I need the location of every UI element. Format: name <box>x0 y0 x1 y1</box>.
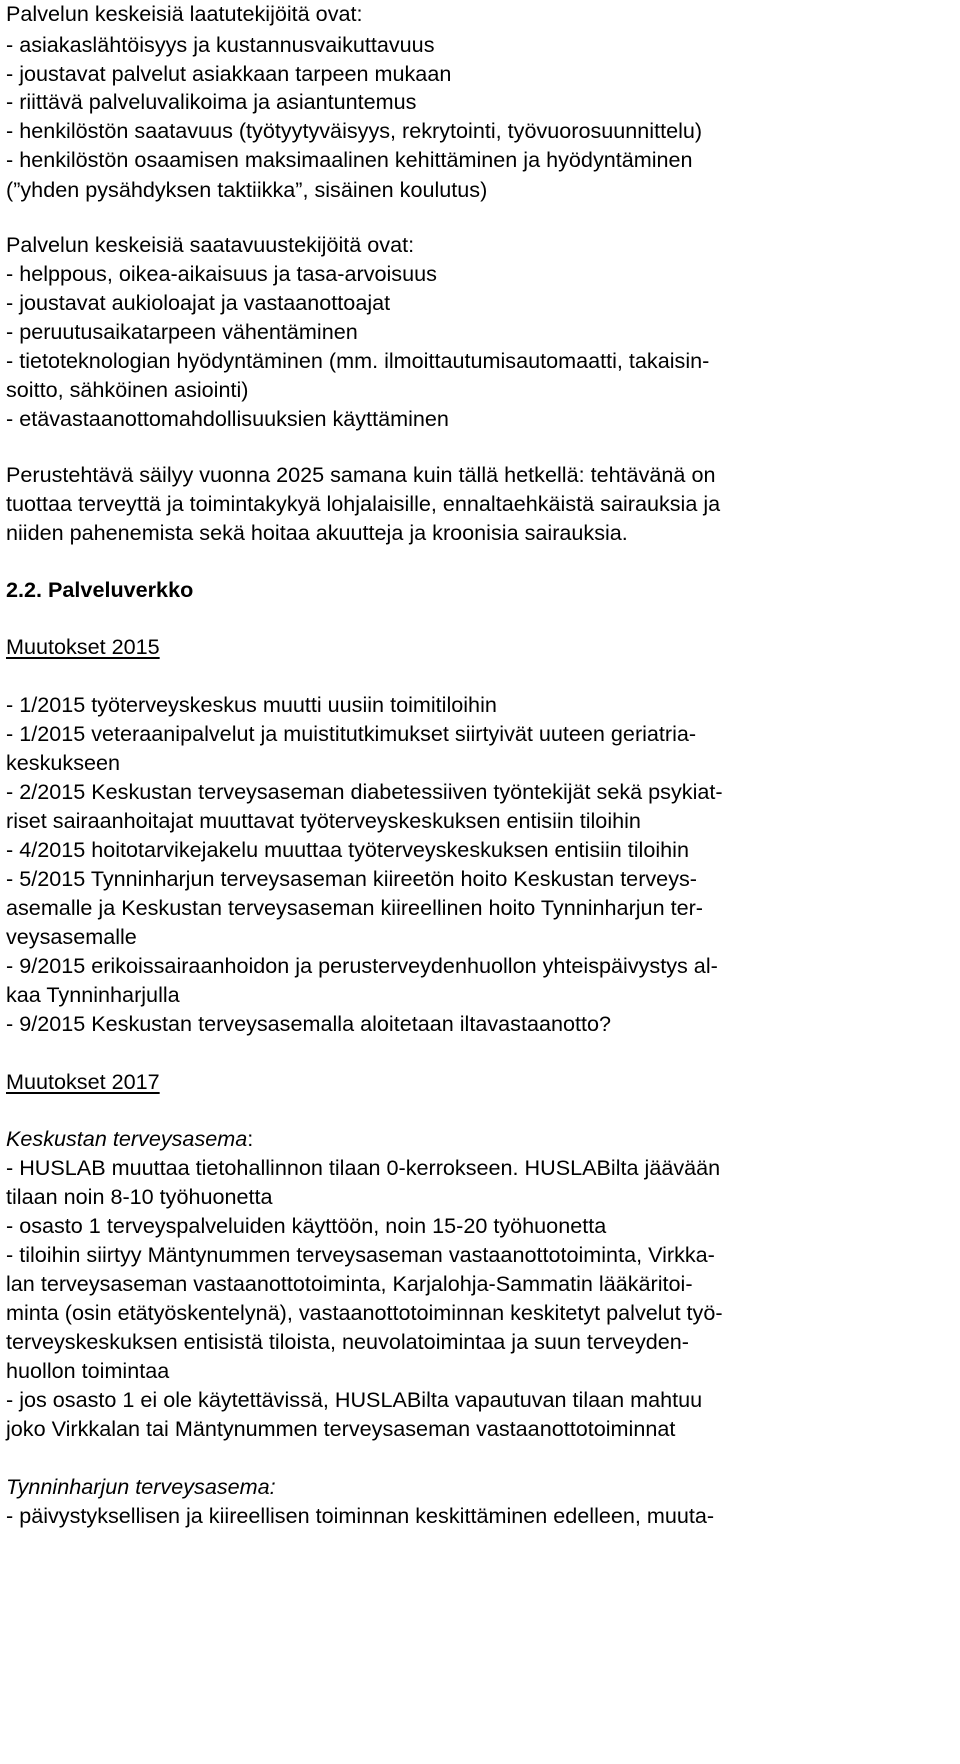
list-item: - peruutusaikatarpeen vähentäminen <box>6 319 358 344</box>
list-item-continuation: asemalle ja Keskustan terveysaseman kiireellinen hoito Tynninharjun ter- <box>6 895 703 920</box>
availability-factors-heading: Palvelun keskeisiä saatavuustekijöitä ovat: <box>6 232 415 257</box>
list-item: - jos osasto 1 ei ole käytettävissä, HUSLABilta vapautuvan tilaan mahtuu <box>6 1387 703 1412</box>
list-item: - osasto 1 terveyspalveluiden käyttöön, noin 15-20 työhuonetta <box>6 1213 607 1238</box>
list-item-continuation: joko Virkkalan tai Mäntynummen terveysaseman vastaanottotoiminnat <box>6 1416 676 1441</box>
section-heading: 2.2. Palveluverkko <box>6 577 194 602</box>
list-item-continuation: (”yhden pysähdyksen taktiikka”, sisäinen koulutus) <box>6 177 488 202</box>
list-item: - HUSLAB muuttaa tietohallinnon tilaan 0-kerrokseen. HUSLABilta jäävään <box>6 1155 721 1180</box>
paragraph-line: niiden pahenemista sekä hoitaa akuutteja ja kroonisia sairauksia. <box>6 520 628 545</box>
tynninharju-subheading: Tynninharjun terveysasema: <box>6 1474 276 1499</box>
list-item: - etävastaanottomahdollisuuksien käyttäminen <box>6 406 449 431</box>
list-item: - henkilöstön osaamisen maksimaalinen kehittäminen ja hyödyntäminen <box>6 147 693 172</box>
list-item-continuation: soitto, sähköinen asiointi) <box>6 377 249 402</box>
list-item-continuation: tilaan noin 8-10 työhuonetta <box>6 1184 273 1209</box>
list-item-continuation: huollon toimintaa <box>6 1358 170 1383</box>
paragraph-line: tuottaa terveyttä ja toimintakykyä lohjalaisille, ennaltaehkäistä sairauksia ja <box>6 491 721 516</box>
list-item: - 4/2015 hoitotarvikejakelu muuttaa työterveyskeskuksen entisiin tiloihin <box>6 837 689 862</box>
keskusta-subheading <box>6 1126 253 1152</box>
list-item: - joustavat aukioloajat ja vastaanottoajat <box>6 290 391 315</box>
list-item-continuation: lan terveysaseman vastaanottotoiminta, Karjalohja-Sammatin lääkäritoi- <box>6 1271 693 1296</box>
list-item: - riittävä palveluvalikoima ja asiantuntemus <box>6 89 417 114</box>
list-item: - 9/2015 erikoissairaanhoidon ja perusterveydenhuollon yhteispäivystys al- <box>6 953 718 978</box>
list-item: - 9/2015 Keskustan terveysasemalla aloitetaan iltavastaanotto? <box>6 1011 611 1036</box>
list-item-continuation: riset sairaanhoitajat muuttavat työterveyskeskuksen entisiin tiloihin <box>6 808 641 833</box>
keskusta-subheading-label: Keskustan terveysasema <box>6 1126 248 1151</box>
list-item-continuation: kaa Tynninharjulla <box>6 982 180 1007</box>
list-item: - asiakaslähtöisyys ja kustannusvaikuttavuus <box>6 32 435 57</box>
list-item: - 1/2015 veteraanipalvelut ja muistitutkimukset siirtyivät uuteen geriatria- <box>6 721 697 746</box>
list-item: - 2/2015 Keskustan terveysaseman diabetessiiven työntekijät sekä psykiat- <box>6 779 723 804</box>
list-item: - tietoteknologian hyödyntäminen (mm. ilmoittautumisautomaatti, takaisin- <box>6 348 710 373</box>
list-item: - joustavat palvelut asiakkaan tarpeen mukaan <box>6 61 452 86</box>
list-item-continuation: veysasemalle <box>6 924 137 949</box>
list-item: - 5/2015 Tynninharjun terveysaseman kiireetön hoito Keskustan terveys- <box>6 866 697 891</box>
quality-factors-heading: Palvelun keskeisiä laatutekijöitä ovat: <box>6 1 363 26</box>
list-item-continuation: keskukseen <box>6 750 121 775</box>
paragraph-line: Perustehtävä säilyy vuonna 2025 samana kuin tällä hetkellä: tehtävänä on <box>6 462 716 487</box>
list-item: - 1/2015 työterveyskeskus muutti uusiin toimitiloihin <box>6 692 497 717</box>
list-item: - henkilöstön saatavuus (työtyytyväisyys, rekrytointi, työvuorosuunnittelu) <box>6 118 703 143</box>
changes-2017-heading: Muutokset 2017 <box>6 1069 160 1094</box>
list-item: - tiloihin siirtyy Mäntynummen terveysaseman vastaanottotoiminta, Virkka- <box>6 1242 715 1267</box>
list-item: - päivystyksellisen ja kiireellisen toiminnan keskittäminen edelleen, muuta- <box>6 1503 715 1528</box>
list-item: - helppous, oikea-aikaisuus ja tasa-arvoisuus <box>6 261 437 286</box>
list-item-continuation: terveyskeskuksen entisistä tiloista, neuvolatoimintaa ja suun terveyden- <box>6 1329 689 1354</box>
keskusta-subheading-colon: : <box>247 1126 254 1151</box>
list-item-continuation: minta (osin etätyöskentelynä), vastaanottotoiminnan keskitetyt palvelut työ- <box>6 1300 723 1325</box>
changes-2015-heading: Muutokset 2015 <box>6 634 160 659</box>
